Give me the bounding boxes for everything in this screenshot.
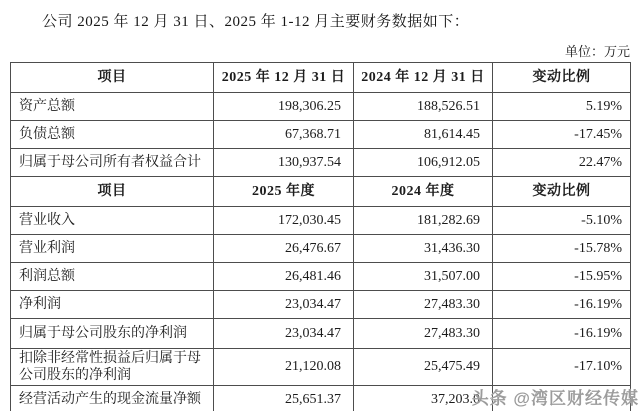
value-2025-cell: 67,368.71: [214, 121, 354, 149]
table-header-row-income: [11, 177, 631, 207]
item-cell: 负债总额: [11, 121, 214, 149]
change-cell: -15.78%: [493, 235, 631, 263]
change-cell: 5.19%: [493, 93, 631, 121]
column-header-2024-date: 2024 年 12 月 31 日: [354, 63, 493, 93]
column-header-item: 项目: [11, 63, 214, 93]
item-cell: 归属于母公司股东的净利润: [11, 319, 214, 349]
table-row-total-assets: [11, 93, 631, 121]
value-2025-cell: 198,306.25: [214, 93, 354, 121]
item-cell: 归属于母公司所有者权益合计: [11, 149, 214, 177]
toutiao-watermark: 头条 @湾区财经传媒: [471, 389, 639, 408]
column-header-2025-year: 2025 年度: [214, 177, 354, 207]
value-2025-cell: 21,120.08: [214, 349, 354, 386]
value-2025-cell: 172,030.45: [214, 207, 354, 235]
change-cell: -17.10%: [493, 349, 631, 386]
unit-label: 单位：万元: [564, 44, 630, 59]
value-2025-cell: 130,937.54: [214, 149, 354, 177]
table-row-net-profit: [11, 291, 631, 319]
value-2025-cell: 25,651.37: [214, 386, 354, 411]
change-cell: -17.45%: [493, 121, 631, 149]
financial-data-table: [10, 62, 631, 411]
value-2024-cell: 31,436.30: [354, 235, 493, 263]
value-2024-cell: 188,526.51: [354, 93, 493, 121]
table-row-net-profit-to-parent: [11, 319, 631, 349]
column-header-item: 项目: [11, 177, 214, 207]
table-row-total-profit: [11, 263, 631, 291]
item-cell: 营业收入: [11, 207, 214, 235]
table-row-total-liabilities: [11, 121, 631, 149]
item-cell: 利润总额: [11, 263, 214, 291]
value-2024-cell: 37,203.0: [354, 386, 493, 411]
item-cell: 经营活动产生的现金流量净额: [11, 386, 214, 411]
change-cell: 22.47%: [493, 149, 631, 177]
table-row-net-profit-excl-nonrecurring: [11, 349, 631, 386]
value-2025-cell: 23,034.47: [214, 319, 354, 349]
item-cell: 扣除非经常性损益后归属于母公司股东的净利润: [11, 349, 214, 386]
value-2024-cell: 181,282.69: [354, 207, 493, 235]
value-2025-cell: 23,034.47: [214, 291, 354, 319]
page-title: 公司 2025 年 12 月 31 日、2025 年 1-12 月主要财务数据如下：: [42, 14, 470, 30]
value-2024-cell: 31,507.00: [354, 263, 493, 291]
item-cell: 营业利润: [11, 235, 214, 263]
change-cell: -16.19%: [493, 291, 631, 319]
value-2025-cell: 26,476.67: [214, 235, 354, 263]
value-2025-cell: 26,481.46: [214, 263, 354, 291]
change-cell: -15.95%: [493, 263, 631, 291]
table-header-row-balance: [11, 63, 631, 93]
column-header-2024-year: 2024 年度: [354, 177, 493, 207]
value-2024-cell: 25,475.49: [354, 349, 493, 386]
change-cell: -5.10%: [493, 207, 631, 235]
item-cell: 净利润: [11, 291, 214, 319]
table-row-parent-equity: [11, 149, 631, 177]
column-header-change: 变动比例: [493, 177, 631, 207]
change-cell: -16.19%: [493, 319, 631, 349]
value-2024-cell: 81,614.45: [354, 121, 493, 149]
table-row-operating-profit: [11, 235, 631, 263]
value-2024-cell: 106,912.05: [354, 149, 493, 177]
item-cell: 资产总额: [11, 93, 214, 121]
column-header-change: 变动比例: [493, 63, 631, 93]
table-row-operating-revenue: [11, 207, 631, 235]
value-2024-cell: 27,483.30: [354, 319, 493, 349]
column-header-2025-date: 2025 年 12 月 31 日: [214, 63, 354, 93]
value-2024-cell: 27,483.30: [354, 291, 493, 319]
